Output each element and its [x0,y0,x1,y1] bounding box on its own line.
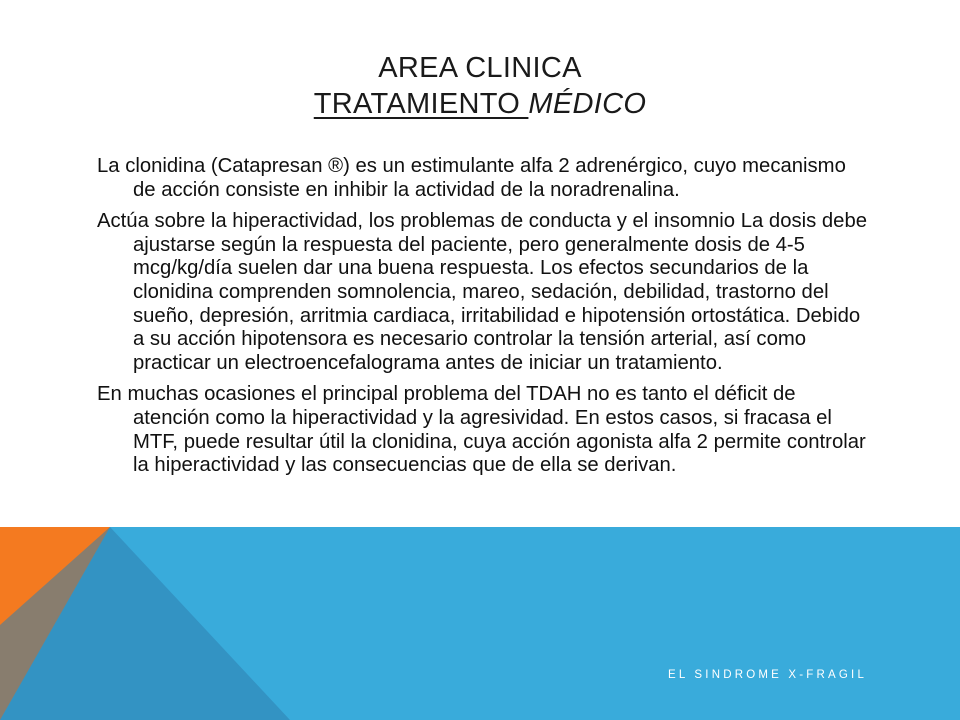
title-underlined-part: TRATAMIENTO [313,88,529,120]
title-italic-part: MÉDICO [528,88,647,120]
title-line-1: AREA CLINICA [378,52,582,84]
paragraph-2: Actúa sobre la hiperactividad, los problemas de conducta y el insomnio La dosis debe ajustarse según la respuesta del paciente, pero generalmente dosis de 4-5 mcg/kg/día suelen dar una buena respuesta. Los efectos secundarios de la clonidina comprenden somnolencia, mareo, sedación, debilidad, trastorno del sueño, depresión, arritmia cardiaca, irritabilidad e hipotensión ortostática. Debido a su acción hipotensora es necesario controlar la tensión arterial, así como practicar un electroencefalograma antes de iniciar un tratamiento. [97,210,868,374]
body-content [97,155,867,486]
title-line-2 [0,86,960,122]
footer-text: EL SINDROME X-FRAGIL [668,669,868,681]
paragraph-1: La clonidina (Catapresan ®) es un estimulante alfa 2 adrenérgico, cuyo mecanismo de acción consiste en inhibir la actividad de la noradrenalina. [97,155,846,201]
paragraph-3: En muchas ocasiones el principal problema del TDAH no es tanto el déficit de atención como la hiperactividad y la agresividad. En estos casos, si fracasa el MTF, puede resultar útil la clonidina, cuya acción agonista alfa 2 permite controlar la hiperactividad y las consecuencias que de ella se derivan. [97,383,866,477]
slide-title [0,50,960,122]
